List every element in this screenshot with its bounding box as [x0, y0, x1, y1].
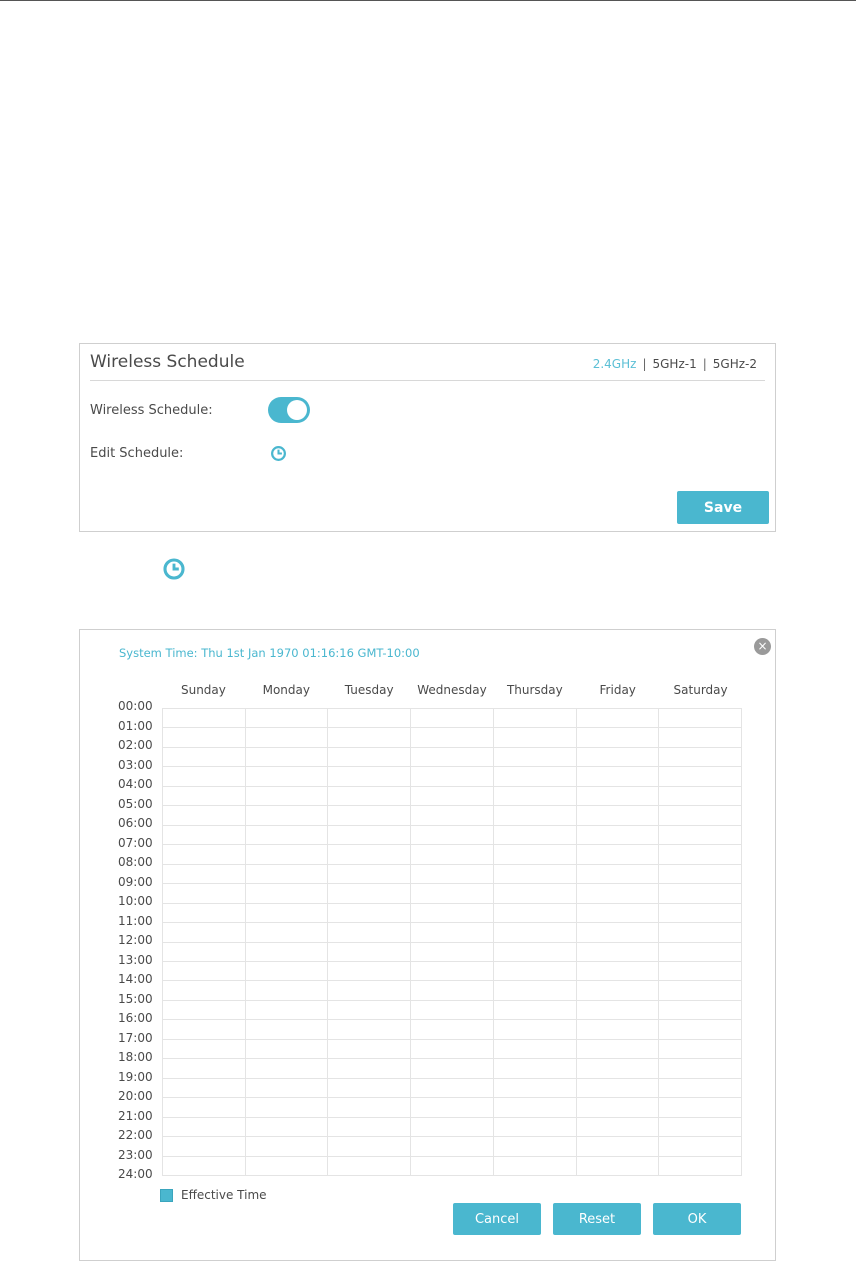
schedule-cell[interactable] [328, 767, 411, 786]
hour-label: 22:00 [118, 1128, 153, 1142]
schedule-cell[interactable] [494, 981, 577, 1000]
schedule-cell[interactable] [163, 767, 246, 786]
clock-icon [162, 557, 186, 581]
schedule-cell[interactable] [163, 1059, 246, 1078]
schedule-cell[interactable] [246, 1137, 329, 1156]
wireless-schedule-panel [79, 343, 776, 532]
schedule-cell[interactable] [577, 826, 660, 845]
wireless-schedule-toggle[interactable] [268, 397, 310, 423]
clock-icon[interactable] [270, 445, 287, 462]
schedule-cell[interactable] [411, 845, 494, 864]
schedule-cell[interactable] [246, 709, 329, 728]
schedule-cell[interactable] [328, 904, 411, 923]
schedule-cell[interactable] [494, 767, 577, 786]
top-rule [0, 0, 856, 1]
schedule-cell[interactable] [328, 923, 411, 942]
schedule-cell[interactable] [163, 709, 246, 728]
schedule-cell[interactable] [577, 728, 660, 747]
schedule-cell[interactable] [163, 1079, 246, 1098]
schedule-cell[interactable] [577, 709, 660, 728]
schedule-cell[interactable] [659, 1118, 742, 1137]
schedule-cell[interactable] [246, 943, 329, 962]
schedule-cell[interactable] [494, 1118, 577, 1137]
schedule-cell[interactable] [659, 1137, 742, 1156]
schedule-cell[interactable] [163, 748, 246, 767]
schedule-cell[interactable] [246, 1098, 329, 1117]
schedule-cell[interactable] [246, 923, 329, 942]
schedule-cell[interactable] [411, 1020, 494, 1039]
schedule-editor-dialog [79, 629, 776, 1261]
schedule-cell[interactable] [328, 1137, 411, 1156]
save-button[interactable]: Save [677, 491, 769, 524]
schedule-cell[interactable] [328, 845, 411, 864]
schedule-cell[interactable] [659, 1059, 742, 1078]
schedule-cell[interactable] [659, 962, 742, 981]
schedule-cell[interactable] [659, 1040, 742, 1059]
schedule-cell[interactable] [328, 748, 411, 767]
schedule-cell[interactable] [246, 1118, 329, 1137]
schedule-cell[interactable] [328, 806, 411, 825]
schedule-cell[interactable] [659, 826, 742, 845]
schedule-cell[interactable] [577, 1020, 660, 1039]
day-header: Wednesday [417, 683, 487, 697]
schedule-cell[interactable] [246, 748, 329, 767]
schedule-cell[interactable] [246, 981, 329, 1000]
schedule-cell[interactable] [659, 943, 742, 962]
schedule-cell[interactable] [411, 1098, 494, 1117]
schedule-cell[interactable] [577, 865, 660, 884]
schedule-cell[interactable] [577, 1040, 660, 1059]
schedule-cell[interactable] [494, 728, 577, 747]
schedule-cell[interactable] [494, 923, 577, 942]
hour-label: 07:00 [118, 835, 153, 850]
tab-5ghz-1[interactable]: 5GHz-1 [652, 357, 697, 371]
schedule-cell[interactable] [328, 943, 411, 962]
schedule-cell[interactable] [246, 1157, 329, 1176]
schedule-cell[interactable] [494, 1020, 577, 1039]
schedule-cell[interactable] [494, 806, 577, 825]
schedule-cell[interactable] [163, 1098, 246, 1117]
schedule-cell[interactable] [246, 1040, 329, 1059]
schedule-cell[interactable] [328, 962, 411, 981]
legend-swatch [160, 1189, 173, 1202]
schedule-cell[interactable] [163, 865, 246, 884]
hour-label: 14:00 [118, 972, 153, 986]
title-divider [90, 380, 765, 381]
hour-label: 24:00 [118, 1167, 153, 1181]
schedule-cell[interactable] [494, 1098, 577, 1117]
schedule-cell[interactable] [163, 1137, 246, 1156]
schedule-cell[interactable] [246, 1020, 329, 1039]
schedule-cell[interactable] [577, 981, 660, 1000]
schedule-cell[interactable] [163, 943, 246, 962]
schedule-cell[interactable] [163, 981, 246, 1000]
hour-label: 16:00 [118, 1011, 153, 1025]
schedule-cell[interactable] [163, 845, 246, 864]
schedule-cell[interactable] [163, 923, 246, 942]
schedule-cell[interactable] [411, 943, 494, 962]
schedule-cell[interactable] [659, 923, 742, 942]
hour-label: 05:00 [118, 796, 153, 811]
hour-label: 06:00 [118, 816, 153, 830]
hour-label: 11:00 [118, 913, 153, 928]
schedule-cell[interactable] [659, 748, 742, 767]
hour-label: 19:00 [118, 1069, 153, 1084]
hour-label: 01:00 [118, 718, 153, 733]
schedule-cell[interactable] [659, 709, 742, 728]
schedule-cell[interactable] [163, 962, 246, 981]
schedule-cell[interactable] [659, 981, 742, 1000]
hour-label: 12:00 [118, 933, 153, 947]
schedule-cell[interactable] [659, 1079, 742, 1098]
schedule-cell[interactable] [659, 1157, 742, 1176]
schedule-grid[interactable] [162, 708, 742, 1176]
schedule-cell[interactable] [411, 748, 494, 767]
hour-label: 08:00 [118, 855, 153, 869]
day-headers [162, 683, 742, 703]
legend-label: Effective Time [181, 1188, 267, 1202]
schedule-cell[interactable] [328, 787, 411, 806]
schedule-cell[interactable] [411, 1040, 494, 1059]
hour-label: 10:00 [118, 894, 153, 908]
schedule-cell[interactable] [411, 767, 494, 786]
system-time: System Time: Thu 1st Jan 1970 01:16:16 GMT-10:00 [119, 646, 420, 660]
schedule-cell[interactable] [246, 1059, 329, 1078]
schedule-cell[interactable] [577, 1079, 660, 1098]
hour-label: 13:00 [118, 952, 153, 967]
schedule-cell[interactable] [328, 981, 411, 1000]
schedule-cell[interactable] [246, 845, 329, 864]
schedule-cell[interactable] [163, 904, 246, 923]
schedule-cell[interactable] [494, 1040, 577, 1059]
schedule-cell[interactable] [494, 865, 577, 884]
schedule-cell[interactable] [246, 962, 329, 981]
schedule-cell[interactable] [411, 904, 494, 923]
hour-label: 00:00 [118, 699, 153, 713]
hour-label: 23:00 [118, 1147, 153, 1162]
schedule-cell[interactable] [577, 962, 660, 981]
schedule-cell[interactable] [577, 845, 660, 864]
legend [160, 1188, 267, 1202]
schedule-cell[interactable] [163, 787, 246, 806]
day-header: Sunday [180, 683, 226, 697]
schedule-cell[interactable] [494, 943, 577, 962]
schedule-cell[interactable] [163, 1020, 246, 1039]
schedule-cell[interactable] [577, 904, 660, 923]
schedule-cell[interactable] [659, 1001, 742, 1020]
schedule-cell[interactable] [246, 1001, 329, 1020]
schedule-cell[interactable] [163, 826, 246, 845]
schedule-cell[interactable] [577, 1001, 660, 1020]
schedule-cell[interactable] [577, 923, 660, 942]
hour-label: 03:00 [118, 757, 153, 772]
ok-button[interactable]: OK [653, 1203, 741, 1235]
schedule-cell[interactable] [659, 806, 742, 825]
schedule-cell[interactable] [577, 1118, 660, 1137]
schedule-cell[interactable] [577, 1098, 660, 1117]
schedule-cell[interactable] [411, 981, 494, 1000]
hour-label: 09:00 [118, 874, 153, 889]
schedule-cell[interactable] [659, 904, 742, 923]
schedule-cell[interactable] [411, 728, 494, 747]
cancel-button[interactable]: Cancel [453, 1203, 541, 1235]
schedule-cell[interactable] [163, 1040, 246, 1059]
day-header: Monday [262, 683, 310, 697]
schedule-cell[interactable] [411, 923, 494, 942]
schedule-cell[interactable] [328, 1118, 411, 1137]
schedule-cell[interactable] [411, 709, 494, 728]
schedule-cell[interactable] [328, 865, 411, 884]
close-icon[interactable]: × [754, 638, 771, 655]
schedule-cell[interactable] [411, 865, 494, 884]
schedule-cell[interactable] [577, 767, 660, 786]
tab-separator: | [702, 357, 707, 371]
schedule-cell[interactable] [411, 1137, 494, 1156]
schedule-cell[interactable] [246, 1079, 329, 1098]
schedule-cell[interactable] [494, 962, 577, 981]
schedule-cell[interactable] [411, 1118, 494, 1137]
schedule-cell[interactable] [246, 904, 329, 923]
schedule-cell[interactable] [494, 826, 577, 845]
day-header: Tuesday [344, 683, 394, 697]
schedule-cell[interactable] [494, 1079, 577, 1098]
schedule-cell[interactable] [659, 767, 742, 786]
schedule-cell[interactable] [163, 1118, 246, 1137]
schedule-cell[interactable] [328, 826, 411, 845]
schedule-cell[interactable] [163, 1157, 246, 1176]
band-tabs [593, 357, 757, 371]
wireless-schedule-label: Wireless Schedule: [90, 403, 213, 418]
schedule-cell[interactable] [577, 787, 660, 806]
schedule-cell[interactable] [659, 845, 742, 864]
day-header: Thursday [506, 683, 563, 697]
schedule-cell[interactable] [411, 806, 494, 825]
schedule-cell[interactable] [328, 1020, 411, 1039]
schedule-cell[interactable] [328, 1040, 411, 1059]
schedule-cell[interactable] [577, 1059, 660, 1078]
panel-title: Wireless Schedule [90, 352, 245, 372]
edit-schedule-label: Edit Schedule: [90, 446, 184, 461]
schedule-cell[interactable] [411, 1059, 494, 1078]
schedule-cell[interactable] [494, 845, 577, 864]
schedule-cell[interactable] [577, 1137, 660, 1156]
schedule-cell[interactable] [328, 728, 411, 747]
schedule-cell[interactable] [577, 806, 660, 825]
schedule-cell[interactable] [328, 1098, 411, 1117]
schedule-cell[interactable] [246, 865, 329, 884]
schedule-cell[interactable] [411, 1079, 494, 1098]
schedule-cell[interactable] [659, 728, 742, 747]
schedule-cell[interactable] [411, 826, 494, 845]
schedule-cell[interactable] [163, 884, 246, 903]
schedule-cell[interactable] [577, 884, 660, 903]
toggle-knob [287, 400, 307, 420]
hour-label: 18:00 [118, 1050, 153, 1064]
schedule-cell[interactable] [246, 806, 329, 825]
schedule-cell[interactable] [494, 884, 577, 903]
schedule-cell[interactable] [163, 728, 246, 747]
schedule-cell[interactable] [494, 904, 577, 923]
schedule-cell[interactable] [659, 1098, 742, 1117]
schedule-cell[interactable] [659, 884, 742, 903]
schedule-cell[interactable] [577, 748, 660, 767]
schedule-cell[interactable] [494, 748, 577, 767]
schedule-cell[interactable] [411, 1157, 494, 1176]
schedule-cell[interactable] [494, 1001, 577, 1020]
hour-label: 02:00 [118, 738, 153, 752]
schedule-cell[interactable] [411, 787, 494, 806]
schedule-cell[interactable] [494, 787, 577, 806]
schedule-cell[interactable] [328, 1001, 411, 1020]
hour-label: 20:00 [118, 1089, 153, 1103]
schedule-cell[interactable] [246, 787, 329, 806]
schedule-cell[interactable] [411, 962, 494, 981]
schedule-cell[interactable] [494, 1059, 577, 1078]
hour-label: 17:00 [118, 1030, 153, 1045]
schedule-cell[interactable] [163, 1001, 246, 1020]
reset-button[interactable]: Reset [553, 1203, 641, 1235]
schedule-cell[interactable] [494, 1157, 577, 1176]
tab-separator: | [642, 357, 647, 371]
tab-2-4ghz[interactable]: 2.4GHz [592, 357, 637, 371]
schedule-cell[interactable] [659, 865, 742, 884]
schedule-cell[interactable] [494, 1137, 577, 1156]
schedule-cell[interactable] [163, 806, 246, 825]
schedule-cell[interactable] [246, 884, 329, 903]
schedule-cell[interactable] [411, 1001, 494, 1020]
schedule-cell[interactable] [328, 1079, 411, 1098]
schedule-cell[interactable] [659, 787, 742, 806]
schedule-cell[interactable] [411, 884, 494, 903]
hour-label: 04:00 [118, 777, 153, 791]
schedule-cell[interactable] [494, 709, 577, 728]
schedule-cell[interactable] [328, 709, 411, 728]
schedule-cell[interactable] [328, 1157, 411, 1176]
schedule-cell[interactable] [246, 826, 329, 845]
schedule-cell[interactable] [328, 1059, 411, 1078]
schedule-cell[interactable] [577, 943, 660, 962]
schedule-cell[interactable] [577, 1157, 660, 1176]
tab-5ghz-2[interactable]: 5GHz-2 [712, 357, 757, 371]
hour-label: 15:00 [118, 991, 153, 1006]
day-header: Saturday [673, 683, 728, 697]
schedule-cell[interactable] [328, 884, 411, 903]
schedule-cell[interactable] [246, 728, 329, 747]
hour-label: 21:00 [118, 1108, 153, 1123]
schedule-cell[interactable] [246, 767, 329, 786]
day-header: Friday [599, 683, 636, 697]
schedule-cell[interactable] [659, 1020, 742, 1039]
